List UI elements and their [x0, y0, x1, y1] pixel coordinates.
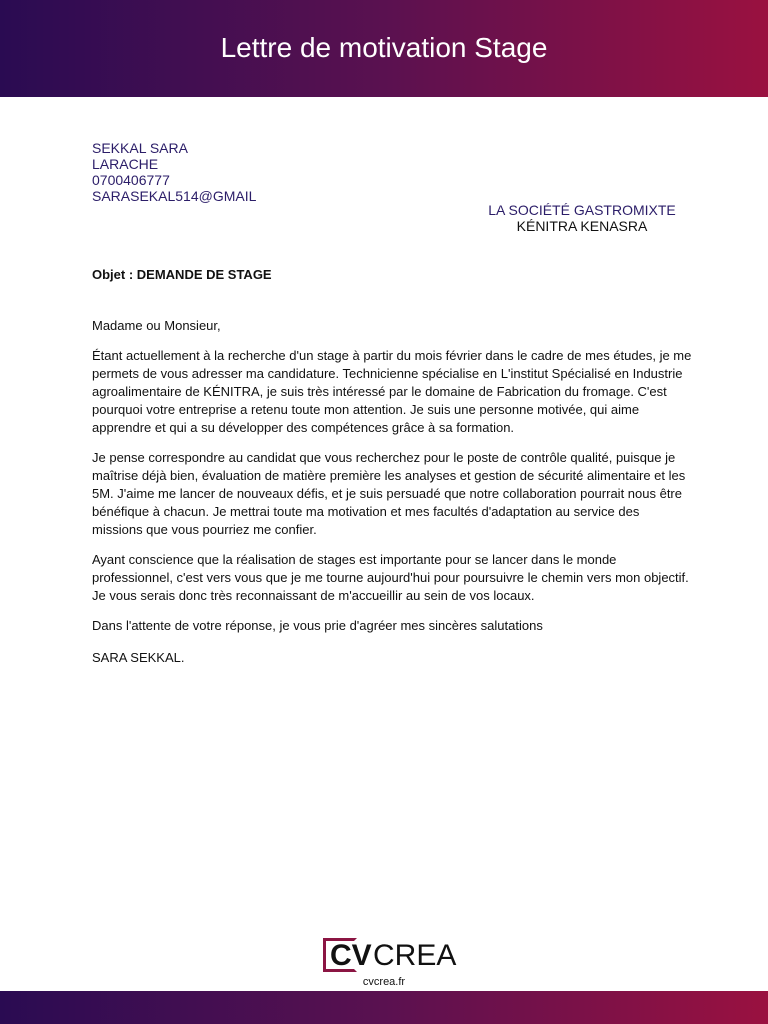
- letter-signature: SARA SEKKAL.: [92, 650, 185, 665]
- sender-email: SARASEKAL514@GMAIL: [92, 188, 257, 204]
- sender-block: [92, 140, 256, 204]
- footer-url: cvcrea.fr: [362, 976, 406, 988]
- logo-crea-text: CREA: [373, 939, 457, 972]
- letter-subject: Objet : DEMANDE DE STAGE: [92, 267, 272, 282]
- sender-phone: 0700406777: [92, 172, 170, 188]
- recipient-company: LA SOCIÉTÉ GASTROMIXTE: [488, 202, 676, 218]
- letter-paragraph-1: Étant actuellement à la recherche d'un stage à partir du mois février dans le cadre de mes études, je me permets de vous adresser ma candidature. Technicienne spécialise en L'institut Spécialisé en Industrie agroalimentaire de KÉNITRA, je suis très intéressé par le domaine de Fabrication du fromage. C'est pourquoi votre entreprise a retenu toute mon attention. Je suis une personne motivée, qui aime apprendre et qui a su développer des compétences grâce à sa formation.: [92, 348, 692, 435]
- letter-paragraph-4: Dans l'attente de votre réponse, je vous prie d'agréer mes sincères salutations: [92, 618, 543, 633]
- sender-name: SEKKAL SARA: [92, 140, 188, 156]
- sender-city: LARACHE: [92, 156, 159, 172]
- cvcrea-logo: [323, 938, 457, 976]
- logo-cv-text: CV: [330, 939, 372, 972]
- header-banner: [0, 0, 768, 97]
- letter-paragraph-2: Je pense correspondre au candidat que vous recherchez pour le poste de contrôle qualité, puisque je maîtrise déjà bien, évaluation de matière première les analyses et gestion de sécurité alimentaire et les 5M. J'aime me lancer de nouveaux défis, et je suis persuadé que notre collaboration pourrait nous être bénéfique à chacun. Je mettrai toute ma motivation et mes facultés d'adaptation au service des missions que vous pourriez me confier.: [92, 450, 686, 537]
- letter-paragraph-3: Ayant conscience que la réalisation de stages est importante pour se lancer dans le monde professionnel, c'est vers vous que je me tourne aujourd'hui pour poursuivre le chemin vers mon objectif. Je vous serais donc très reconnaissant de m'accueillir au sein de vos locaux.: [92, 552, 689, 603]
- letter-body: [92, 317, 692, 667]
- recipient-block: [470, 202, 694, 234]
- recipient-location: KÉNITRA KENASRA: [516, 218, 648, 234]
- page-title: Lettre de motivation Stage: [220, 32, 548, 63]
- footer-banner: [0, 991, 768, 1024]
- letter-salutation: Madame ou Monsieur,: [92, 318, 221, 333]
